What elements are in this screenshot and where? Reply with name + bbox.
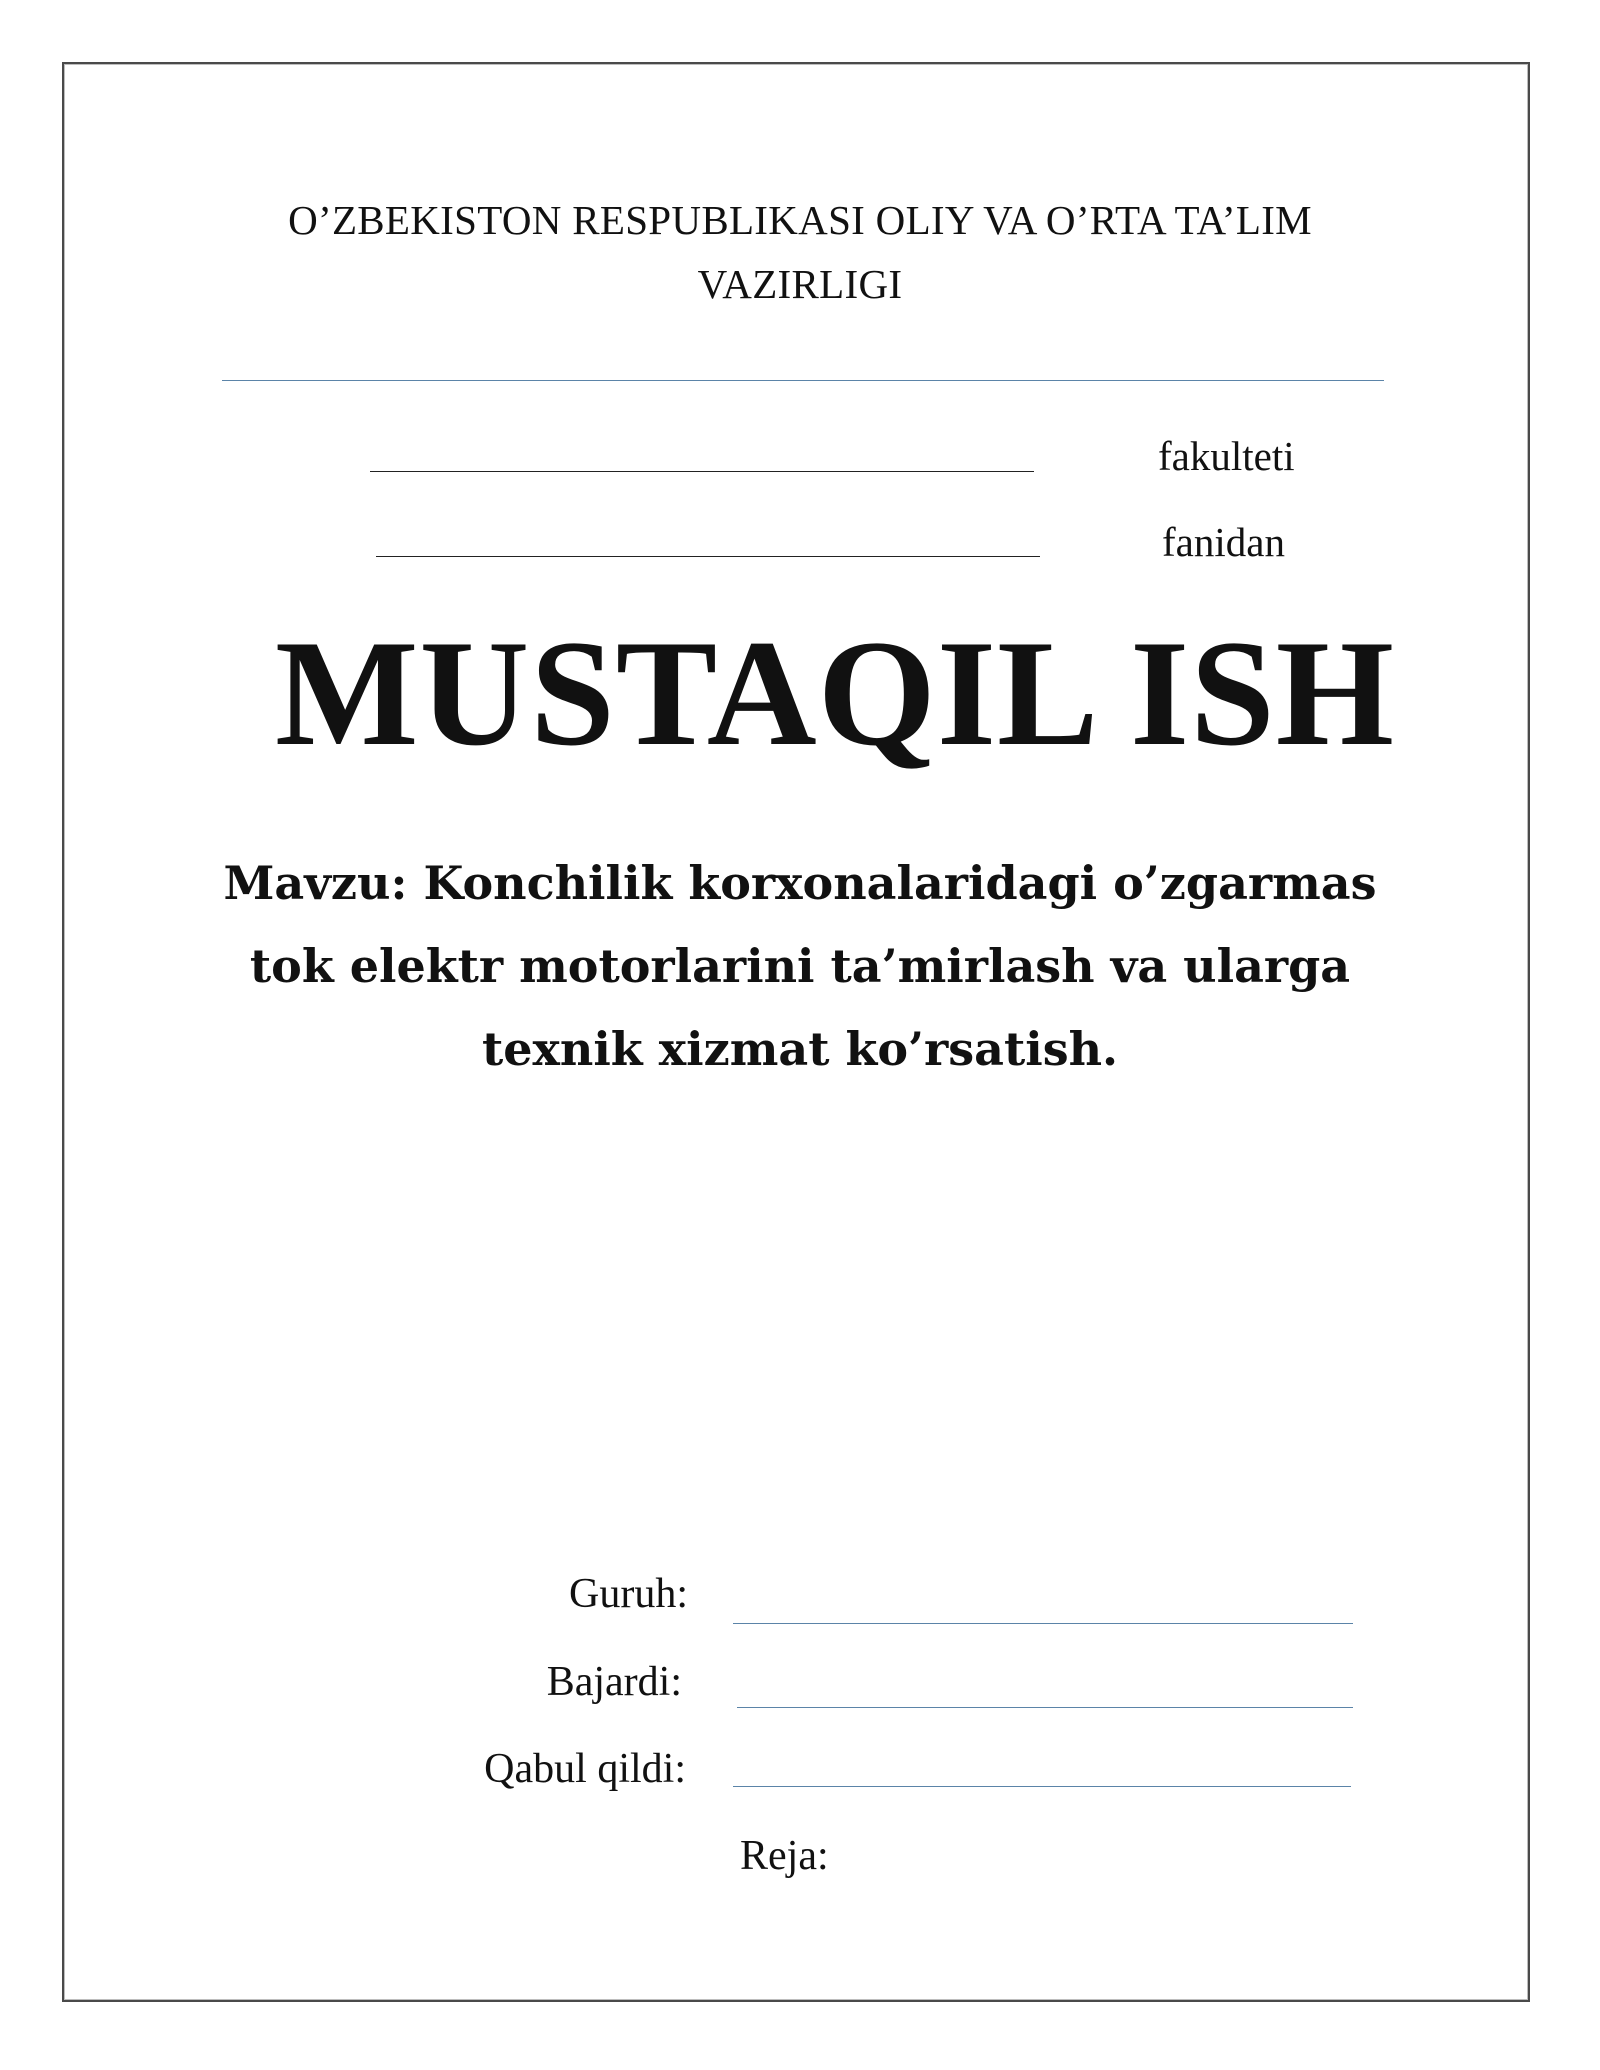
group-blank-line: [733, 1623, 1353, 1624]
accepted-by-blank-line: [733, 1786, 1351, 1787]
done-by-blank-line: [737, 1707, 1353, 1708]
group-label: Guruh:: [569, 1571, 688, 1617]
done-by-label: Bajardi:: [546, 1659, 682, 1705]
university-blank-line: [222, 380, 1384, 381]
topic: [160, 842, 1440, 1091]
topic-line-3: texnik xizmat ko’rsatish.: [481, 1022, 1119, 1076]
subject-blank-line: [376, 556, 1040, 557]
faculty-label: fakulteti: [1158, 433, 1295, 479]
document-title: MUSTAQIL ISH: [275, 609, 1395, 777]
ministry-line-1: O’ZBEKISTON RESPUBLIKASI OLIY VA O’RTA TA’LIM: [288, 197, 1312, 243]
plan-label: Reja:: [740, 1833, 829, 1879]
subject-label: fanidan: [1162, 519, 1285, 565]
ministry-header: [160, 188, 1440, 316]
faculty-blank-line: [370, 471, 1034, 472]
ministry-line-2: VAZIRLIGI: [697, 261, 903, 307]
topic-line-1: Mavzu: Konchilik korxonalaridagi o’zgarmas: [223, 856, 1377, 910]
topic-line-2: tok elektr motorlarini ta’mirlash va ularga: [249, 939, 1351, 993]
accepted-by-label: Qabul qildi:: [484, 1746, 686, 1792]
